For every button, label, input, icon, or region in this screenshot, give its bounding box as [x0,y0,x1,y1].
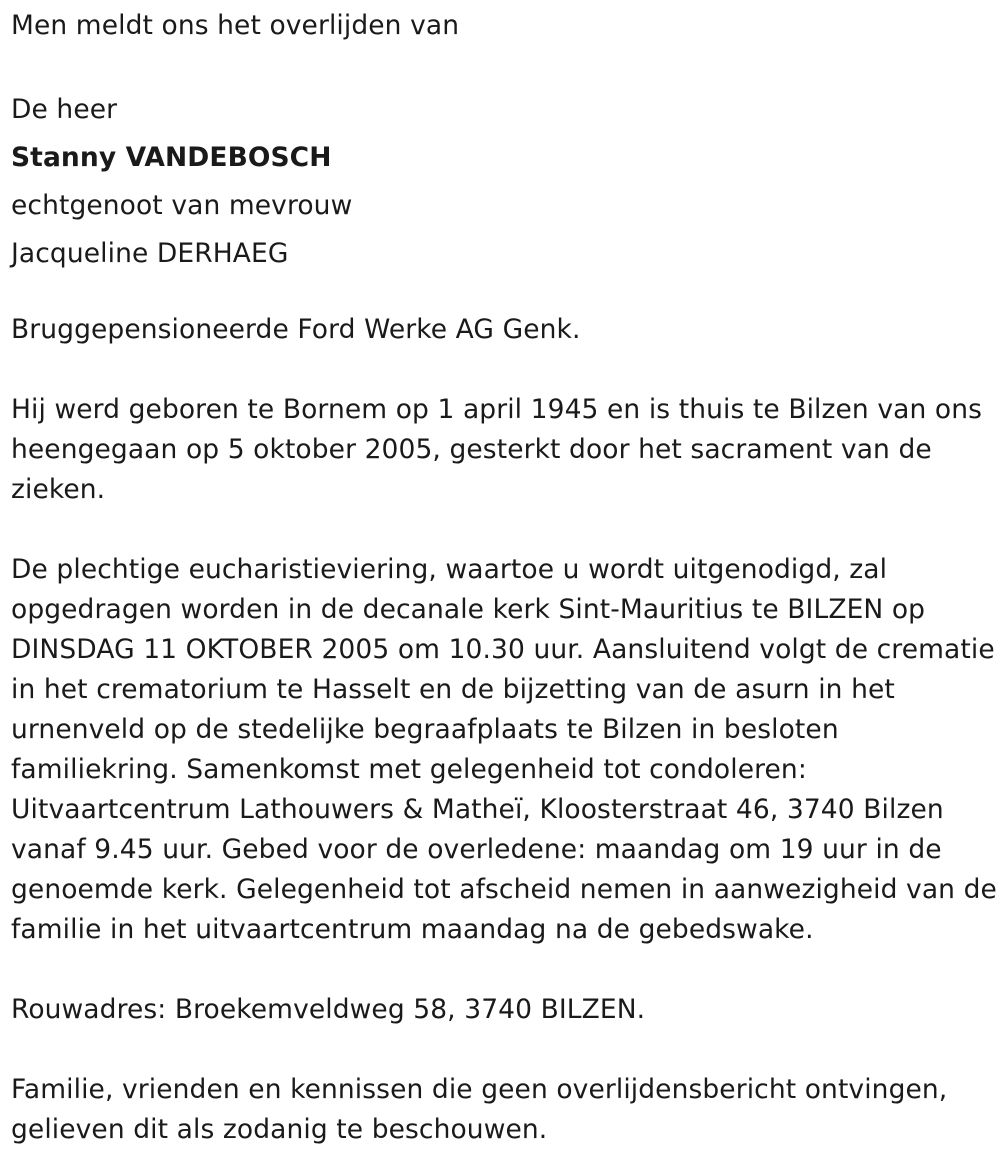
paragraph-line: Hij werd geboren te Bornem op 1 april 1945 en is thuis te Bilzen van ons [11,394,983,425]
paragraph-line: in het crematorium te Hasselt en de bijzetting van de asurn in het [11,674,895,705]
deceased-name: Stanny VANDEBOSCH [11,142,332,173]
spacer [11,46,991,86]
spouse-name: Jacqueline DERHAEG [11,238,289,269]
paragraph-line: Familie, vrienden en kennissen die geen overlijdensbericht ontvingen, [11,1074,948,1105]
paragraph-line: gelieven dit als zodanig te beschouwen. [11,1114,548,1145]
paragraph-line: Uitvaartcentrum Lathouwers & Matheï, Kloosterstraat 46, 3740 Bilzen [11,794,944,825]
paragraph-line: heengegaan op 5 oktober 2005, gesterkt door het sacrament van de [11,434,932,465]
paragraph-line: genoemde kerk. Gelegenheid tot afscheid nemen in aanwezigheid van de [11,874,997,905]
paragraph-line: opgedragen worden in de decanale kerk Sint-Mauritius te BILZEN op [11,594,926,625]
spacer [11,950,991,990]
spacer [11,350,991,390]
ceremony-paragraph [11,550,997,950]
paragraph-line: urnenveld op de stedelijke begraafplaats te Bilzen in besloten [11,714,839,745]
intro-text: Men meldt ons het overlijden van [11,10,460,41]
paragraph-line: familiekring. Samenkomst met gelegenheid tot condoleren: [11,754,807,785]
birth-paragraph [11,390,991,510]
occupation-text: Bruggepensioneerde Ford Werke AG Genk. [11,314,581,345]
spacer [11,278,991,310]
death-notice [11,6,997,1150]
salutation: De heer [11,94,118,125]
paragraph-line: DINSDAG 11 OKTOBER 2005 om 10.30 uur. Aansluitend volgt de crematie [11,634,995,665]
paragraph-line: familie in het uitvaartcentrum maandag na de gebedswake. [11,914,814,945]
paragraph-line: zieken. [11,474,106,505]
paragraph-line: vanaf 9.45 uur. Gebed voor de overledene: maandag om 19 uur in de [11,834,942,865]
mourning-address: Rouwadres: Broekemveldweg 58, 3740 BILZEN. [11,994,646,1025]
relation-text: echtgenoot van mevrouw [11,190,353,221]
paragraph-line: De plechtige eucharistieviering, waartoe u wordt uitgenodigd, zal [11,554,888,585]
spacer [11,1030,991,1070]
closing-paragraph [11,1070,991,1150]
spacer [11,510,991,550]
